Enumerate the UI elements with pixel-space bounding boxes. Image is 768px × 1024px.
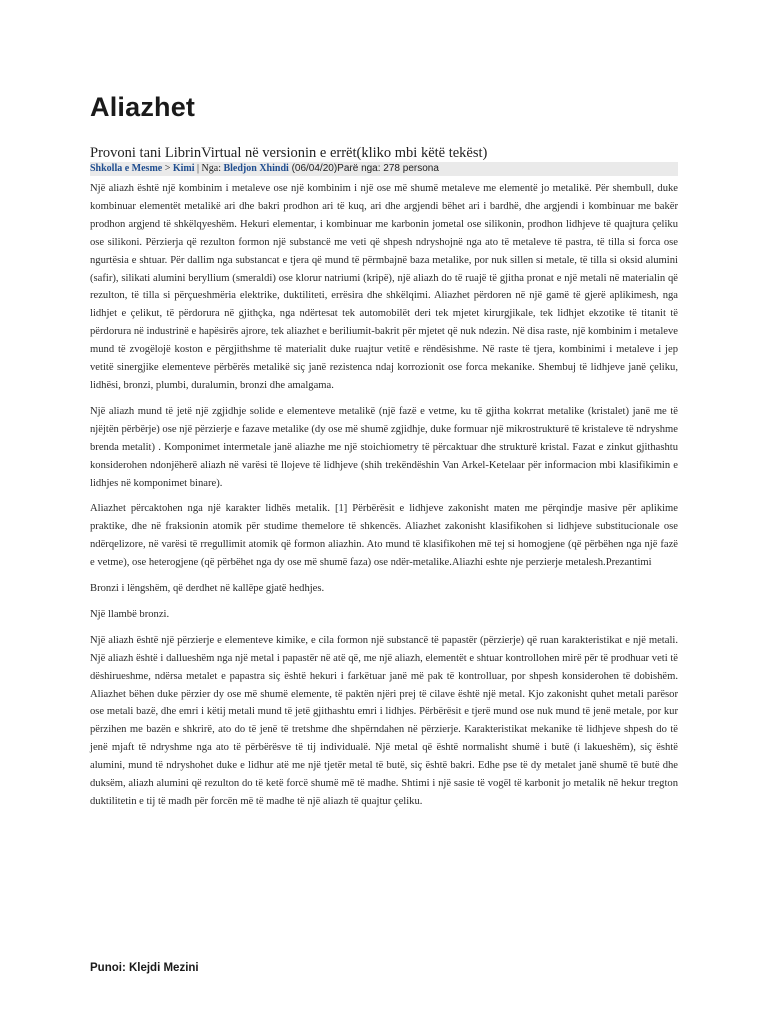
paragraph: Një aliazh është një përzierje e elementeve kimike, e cila formon një substancë të papastër (përzierje) që ruan karakteristikat e një metali. Një aliazh është i dallueshëm nga një metal i papastër në atë që, me një aliazh, elementët e shtuar kontrollohen mirë për të prodhuar veti të dëshirueshme, ndërsa metalet e papastra siç është hekuri i farkëtuar janë më pak të kontrolluar, por shpesh konsiderohen të dobishëm. Aliazhet bëhen duke përzier dy ose më shumë elemente, të paktën njëri prej të cilave është një metal. Kjo zakonisht quhet metali parësor ose metali bazë, dhe emri i këtij metali mund të jetë gjithashtu emri i lidhjes. Përbërësit e tjerë mund ose nuk mund të jenë metale, por kur përzihen me bazën e shkrirë, ato do të jenë të tretshme dhe shpërndahen në përzierje. Karakteristikat mekanike të lidhjeve shpesh do të jenë mjaft të ndryshme nga ato të përbërësve të tij individualë. Një metal që është normalisht shumë i butë (i lakueshëm), siç është alumini, mund të ndryshohet duke e lidhur atë me një tjetër metal të butë, siç është bakri. Edhe pse të dy metalet janë shumë të butë dhe duksëm, aliazh alumini që rezulton do të ketë forcë shumë më të madhe. Shtimi i një sasie të vogël të karbonit jo metalik në hekur tregton duktilitetin e tij të madh për forcën më të madhe të një aliazh të quajtur çeliku. [90, 634, 678, 807]
author-credit: Punoi: Klejdi Mezini [90, 962, 199, 974]
author-link[interactable]: Bledjon Xhindi [223, 163, 289, 174]
paragraph: Një aliazh mund të jetë një zgjidhje solide e elementeve metalikë (një fazë e vetme, ku të gjitha kokrrat metalike (kristalet) janë me të njëjtën përbërje) ose një përzierje e fazave metalike (dy ose më shumë zgjidhje, duke formuar një mikrostrukturë të kristaleve të ndryshme brenda metalit) . Komponimet intermetale janë aliazhe me një stoichiometry të përcaktuar dhe strukturë kristal. Fazat e zinkut gjithashtu konsiderohen ndonjëherë aliazh në varësi të llojeve të lidhjeve (shih trekëndëshin Van Arkel-Ketelaar për informacion mbi klasifikimin e lidhjes në komponimet binare). [90, 405, 678, 489]
breadcrumb-root-link[interactable]: Shkolla e Mesme [90, 163, 163, 174]
paragraph: Aliazhet përcaktohen nga një karakter lidhës metalik. [1] Përbërësit e lidhjeve zakonisht maten me përqindje masive për aplikime praktike, dhe në fraksionin atomik për studime themelore të shkencës. Aliazhet zakonisht klasifikohen si lidhjeve substitucionale ose ndërqelizore, në varësi të rregullimit atomik që formon aliazhin. Ato mund të klasifikohen më tej si homogjene (që përbëhen nga një fazë e vetme), ose heterogjene (që përbëhet nga dy ose më shumë faza) ose ndër-metalike.Aliazhi eshte nje perzierje metalesh.Prezantimi [90, 503, 678, 569]
breadcrumb-category-link[interactable]: Kimi [172, 163, 195, 174]
page-title: Aliazhet [90, 92, 196, 122]
meta-bar [90, 162, 678, 176]
dark-version-link[interactable]: Provoni tani LibrinVirtual në versionin e errët(kliko mbi këtë tekëst) [90, 145, 488, 161]
breadcrumb-separator: > [162, 163, 173, 174]
article-body [90, 180, 678, 819]
author-label: | Nga: [194, 163, 224, 174]
paragraph: Një llambë bronzi. [90, 608, 170, 620]
paragraph: Një aliazh është një kombinim i metaleve ose një kombinim i një ose më shumë metaleve me elementë jo metalikë. Për shembull, duke kombinuar elementët metalikë ari dhe bakri prodhon ari të kuq, ari dhe argjendi bëhet ari i bardhë, dhe argjendi i kombinuar me bakër prodhon argjend të shkëlqyeshëm. Hekuri elementar, i kombinuar me karbonin jometal ose silikonin, prodhon lidhjeve të quajtura çeliku ose silikoni. Përzierja që rezulton formon një substancë me veti që shpesh ndryshojnë nga ato të metaleve të pastra, të tilla si forca ose ngurtësia e shtuar. Për dallim nga substancat e tjera që mund të përmbajnë baza metalike, por nuk sillen si metale, të tilla si oksid alumini (safir), silikati alumini beryllium (smeraldi) ose klorur natriumi (kripë), një aliazh do të ruajë të gjitha pronat e një metali në materialin që rezulton, të tilla si përçueshmëria elektrike, duktiliteti, errësira dhe shkëlqimi. Aliazhet përdoren në një gamë të gjerë aplikimesh, nga lidhjet e çelikut, të përdorura në gjithçka, nga ndërtesat tek automobilët deri tek mjetet kirurgjikale, tek lidhjet ekzotike të titanit të përdorura në industrinë e hapësirës ajrore, tek aliazhet e beriliumit-bakrit për mjetet që nuk ndezin. Në disa raste, një kombinim i metaleve mund të zvogëlojë koston e përgjithshme të materialit duke ruajtur vetitë e rëndësishme. Në raste të tjera, kombinimi i metaleve i jep vetitë sinergjike elementeve përbërës metalikë siç janë rezistenca ndaj korrozionit ose forca mekanike. Shembuj të lidhjeve janë çeliku, lidhësi, bronzi, plumbi, duralumin, bronzi dhe amalgama. [90, 183, 678, 391]
date-views: (06/04/20)Parë nga: 278 persona [288, 163, 439, 174]
paragraph: Bronzi i lëngshëm, që derdhet në kallëpe gjatë hedhjes. [90, 583, 325, 595]
